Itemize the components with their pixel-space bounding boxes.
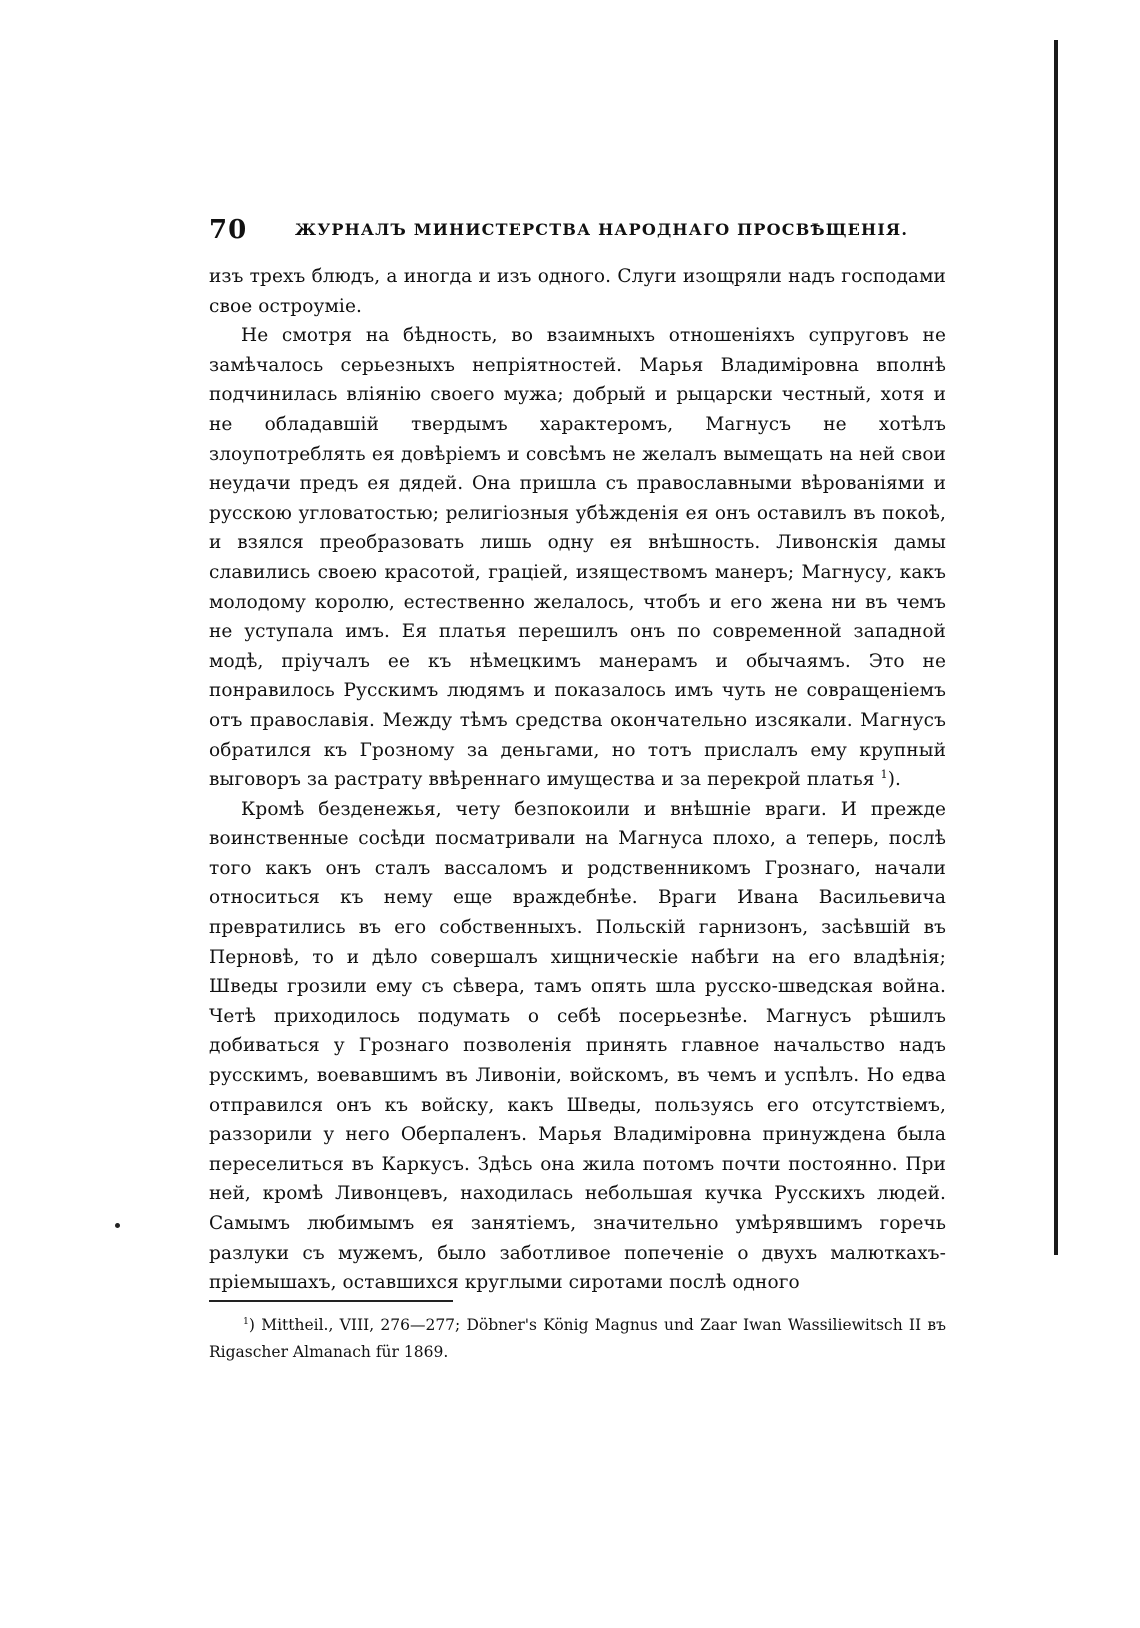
running-head (209, 215, 949, 249)
footnote-reference: 1 (880, 767, 888, 781)
paragraph-2 (209, 321, 946, 795)
footnote-divider (209, 1300, 453, 1302)
stray-ink-dot (115, 1223, 120, 1228)
body-text (209, 262, 946, 1298)
footnote (209, 1312, 946, 1366)
page-edge-shadow (1054, 40, 1058, 1255)
page-number: 70 (209, 215, 248, 245)
paragraph-2-text: Не смотря на бѣдность, во взаимныхъ отношеніяхъ супруговъ не замѣчалось серьезныхъ непріятностей. Марья Владиміровна вполнѣ подчинилась вліянію своего мужа; добрый и рыцарски честный, хотя и не обладавшій твердымъ характеромъ, Магнусъ не хотѣлъ злоупотреблять ея довѣріемъ и совсѣмъ не желалъ вымещать на ней свои неудачи предъ ея дядей. Она пришла съ православными вѣрованіями и русскою угловатостью; религіозныя убѣжденія ея онъ оставилъ въ покоѣ, и взялся преобразовать лишь одну ея внѣшность. Ливонскія дамы славились своею красотой, граціей, изяществомъ манеръ; Магнусу, какъ молодому королю, естественно желалось, чтобъ и его жена ни въ чемъ не уступала имъ. Ея платья перешилъ онъ по современной западной модѣ, пріучалъ ее къ нѣмецкимъ манерамъ и обычаямъ. Это не понравилось Русскимъ людямъ и показалось имъ чуть не совращеніемъ отъ православія. Между тѣмъ средства окончательно изсякали. Магнусъ обратился къ Грозному за деньгами, но тотъ прислалъ ему крупный выговоръ за растрату ввѣреннаго имущества и за перекрой платья (209, 325, 946, 791)
footnote-text: ) Mittheil., VIII, 276—277; Döbner's König Magnus und Zaar Iwan Wassiliewitsch II въ Rigascher Almanach für 1869. (209, 1316, 946, 1361)
footnote-marker: 1 (243, 1315, 249, 1327)
paragraph-3: Кромѣ безденежья, чету безпокоили и внѣшніе враги. И прежде воинственные сосѣди посматривали на Магнуса плохо, а теперь, послѣ того какъ онъ сталъ вассаломъ и родственникомъ Грознаго, начали относиться къ нему еще враждебнѣе. Враги Ивана Васильевича превратились въ его собственныхъ. Польскій гарнизонъ, засѣвшій въ Перновѣ, то и дѣло совершалъ хищническіе набѣги на его владѣнія; Шведы грозили ему съ сѣвера, тамъ опять шла русско-шведская война. Четѣ приходилось подумать о себѣ посерьезнѣе. Магнусъ рѣшилъ добиваться у Грознаго позволенія принять главное начальство надъ русскимъ, воевавшимъ въ Ливоніи, войскомъ, въ чемъ и успѣлъ. Но едва отправился онъ къ войску, какъ Шведы, пользуясь его отсутствіемъ, раззорили у него Оберпаленъ. Марья Владиміровна принуждена была переселиться въ Каркусъ. Здѣсь она жила потомъ почти постоянно. При ней, кромѣ Ливонцевъ, находилась небольшая кучка Русскихъ людей. Самымъ любимымъ ея занятіемъ, значительно умѣрявшимъ горечь разлуки съ мужемъ, было заботливое попеченіе о двухъ малюткахъ-пріемышахъ, оставшихся круглыми сиротами послѣ одного (209, 798, 946, 1294)
journal-title: ЖУРНАЛЪ МИНИСТЕРСТВА НАРОДНАГО ПРОСВѢЩЕНІЯ. (295, 220, 909, 239)
footnote-reference-suffix: ). (887, 769, 902, 791)
paragraph-1: изъ трехъ блюдъ, а иногда и изъ одного. Слуги изощряли надъ господами свое остроуміе. (209, 266, 946, 317)
